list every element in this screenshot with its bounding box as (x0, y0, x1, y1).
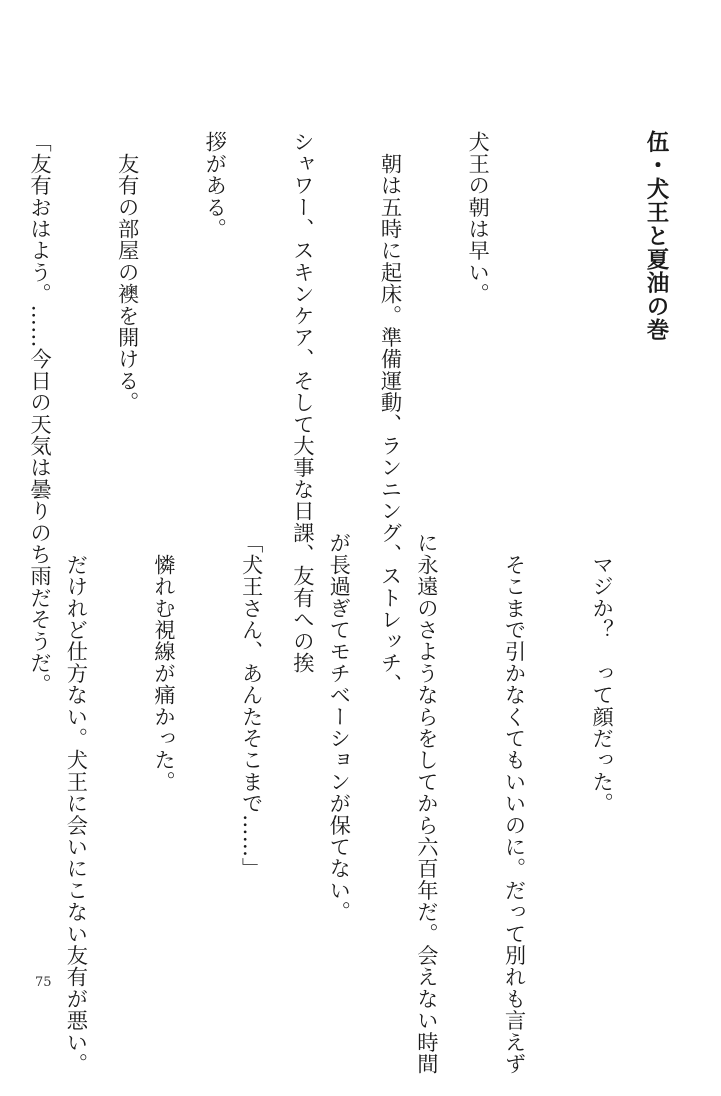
page-number: 75 (35, 975, 52, 990)
text-line: 朝は五時に起床。準備運動、ランニング、ストレッチ、 (376, 131, 402, 696)
text-line: 犬王の朝は早い。 (464, 131, 490, 305)
text-line: 友有の部屋の襖を開ける。 (114, 131, 140, 414)
chapter-title: 伍・犬王と夏油の巻 (643, 130, 669, 342)
text-line: だけれど仕方ない。犬王に会いにこない友有が悪い。 (62, 532, 88, 1075)
text-line: そこまで引かなくてもいいのに。だって別れも言えず (500, 532, 526, 1075)
text-line: 「犬王さん、あんたそこまで……」 (238, 532, 264, 880)
text-line: マジか？ って顔だった。 (588, 532, 614, 815)
text-line: 憐れむ視線が痛かった。 (150, 532, 176, 793)
text-line: 「友有おはよう。……今日の天気は曇りのち雨だそうだ。 (26, 131, 52, 696)
text-line (0, 532, 2, 922)
text-line: に永遠のさようならをしてから六百年だ。会えない時間 (413, 532, 439, 1075)
text-line: が長過ぎてモチベーションが保てない。 (325, 532, 351, 923)
text-line: シャワー、スキンケア、そして大事な日課、友有への挨 (289, 131, 315, 674)
text-line: 拶がある。 (201, 131, 227, 240)
